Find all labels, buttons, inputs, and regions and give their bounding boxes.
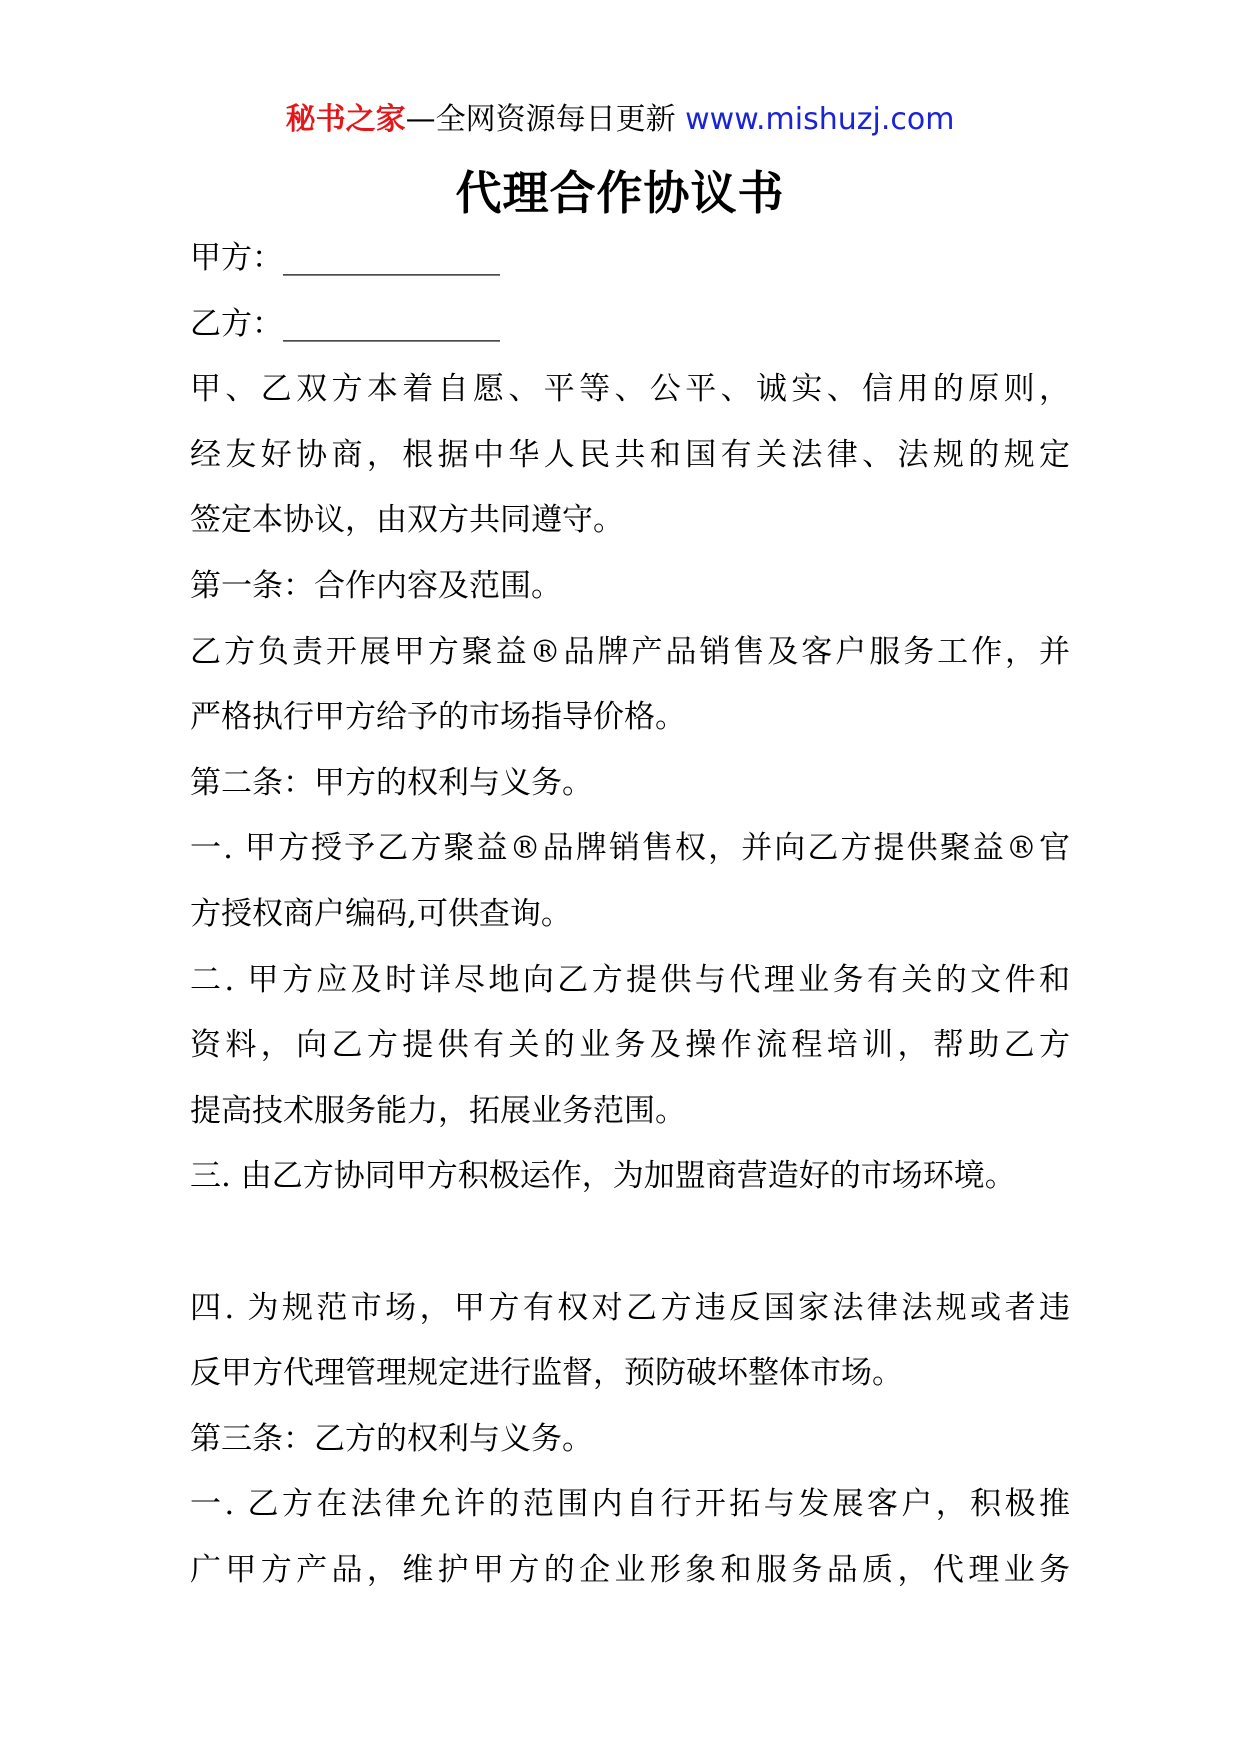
article-3-item-1-line-2: 广甲方产品，维护甲方的企业形象和服务品质，代理业务 — [190, 1551, 1070, 1588]
article-2-item-1-line-1: 一. 甲方授予乙方聚益®品牌销售权，并向乙方提供聚益®官 — [190, 830, 1070, 867]
preamble-line-2: 经友好协商，根据中华人民共和国有关法律、法规的规定 — [190, 436, 1070, 473]
article-1-line-1: 乙方负责开展甲方聚益®品牌产品销售及客户服务工作，并 — [190, 633, 1070, 670]
article-2-item-3-line-1: 三. 由乙方协同甲方积极运作，为加盟商营造好的市场环境。 — [190, 1158, 1016, 1195]
site-header — [0, 100, 1240, 140]
site-brand: 秘书之家 — [285, 102, 406, 137]
site-url-link[interactable]: www.mishuzj.com — [685, 102, 955, 137]
article-1-heading: 第一条：合作内容及范围。 — [190, 567, 562, 604]
paragraph-gap — [190, 1210, 1070, 1276]
party-a-line: 甲方：______________ — [190, 240, 500, 276]
article-3-item-1-line-1: 一. 乙方在法律允许的范围内自行开拓与发展客户，积极推 — [190, 1486, 1070, 1523]
agreement-body — [190, 226, 1070, 1603]
site-slogan: —全网资源每日更新 — [405, 102, 686, 137]
article-3-heading: 第三条：乙方的权利与义务。 — [190, 1420, 593, 1457]
article-2-heading: 第二条：甲方的权利与义务。 — [190, 764, 593, 801]
article-2-item-4-line-1: 四. 为规范市场，甲方有权对乙方违反国家法律法规或者违 — [190, 1289, 1070, 1326]
preamble-line-3: 签定本协议，由双方共同遵守。 — [190, 502, 624, 539]
article-2-item-2-line-2: 资料，向乙方提供有关的业务及操作流程培训，帮助乙方 — [190, 1027, 1070, 1064]
article-2-item-1-line-2: 方授权商户编码,可供查询。 — [190, 895, 572, 932]
document-title: 代理合作协议书 — [455, 166, 785, 220]
article-2-item-2-line-1: 二. 甲方应及时详尽地向乙方提供与代理业务有关的文件和 — [190, 961, 1070, 998]
party-b-line: 乙方：______________ — [190, 305, 500, 342]
article-1-line-2: 严格执行甲方给予的市场指导价格。 — [190, 699, 686, 736]
article-2-item-4-line-2: 反甲方代理管理规定进行监督，预防破坏整体市场。 — [190, 1355, 903, 1392]
preamble-line-1: 甲、乙双方本着自愿、平等、公平、诚实、信用的原则， — [190, 371, 1070, 408]
article-2-item-2-line-3: 提高技术服务能力，拓展业务范围。 — [190, 1092, 686, 1129]
